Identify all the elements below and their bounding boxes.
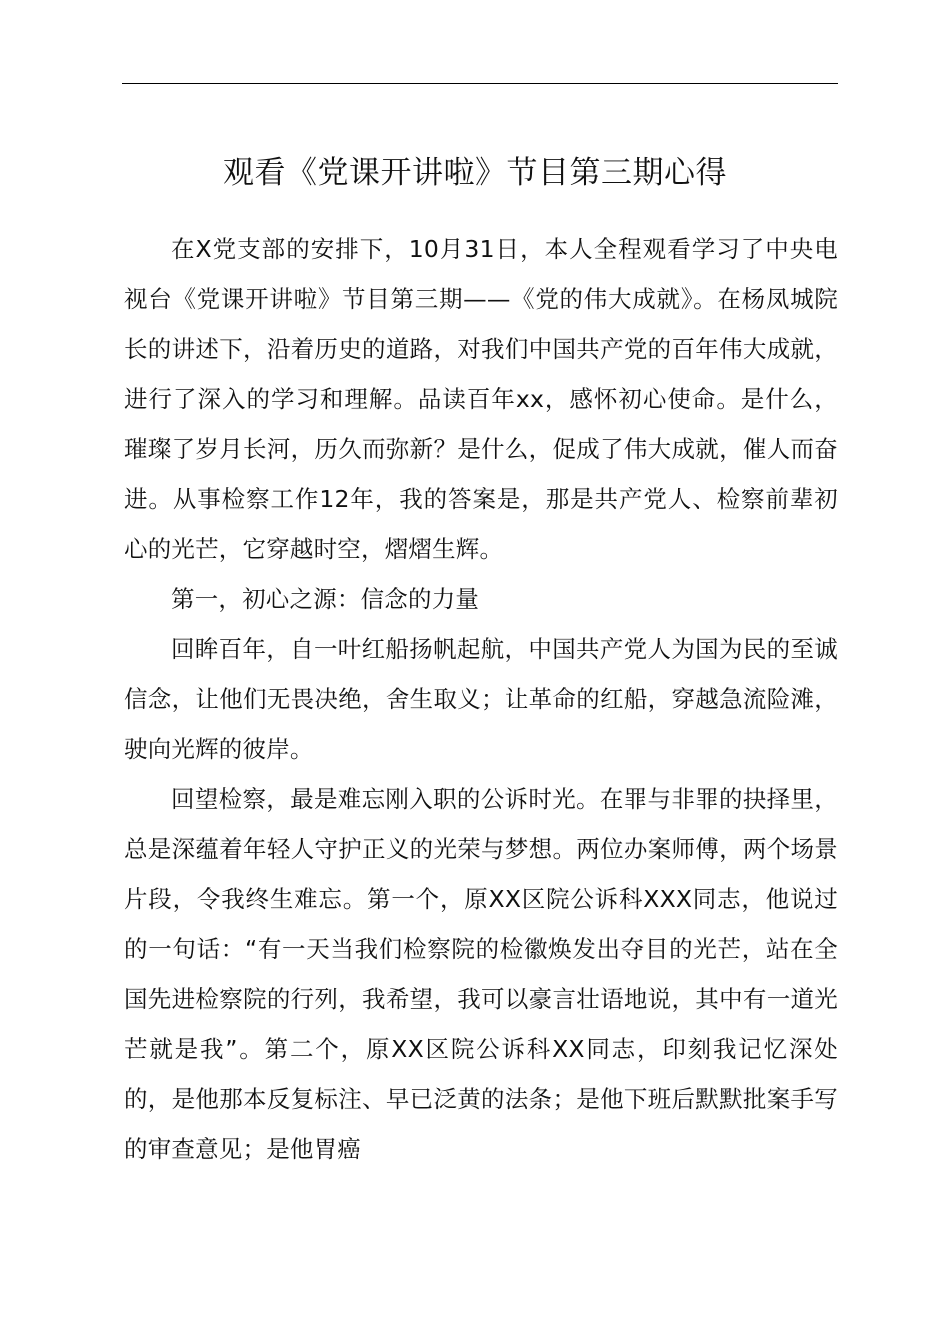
header-rule [122,83,838,84]
paragraph-red-boat: 回眸百年，自一叶红船扬帆起航，中国共产党人为国为民的至诚信念，让他们无畏决绝，舍生取义；让革命的红船，穿越急流险滩，驶向光辉的彼岸。 [124,635,838,763]
section-heading-1: 第一，初心之源：信念的力量 [171,585,480,613]
document-body [124,224,838,1174]
paragraph-intro: 在X党支部的安排下，10月31日，本人全程观看学习了中央电视台《党课开讲啦》节目第三期——《党的伟大成就》。在杨凤城院长的讲述下，沿着历史的道路，对我们中国共产党的百年伟大成就，进行了深入的学习和理解。品读百年xx，感怀初心使命。是什么，璀璨了岁月长河，历久而弥新？是什么，促成了伟大成就，催人而奋进。从事检察工作12年，我的答案是，那是共产党人、检察前辈初心的光芒，它穿越时空，熠熠生辉。 [124,235,838,563]
paragraph-procuratorate-memories: 回望检察，最是难忘刚入职的公诉时光。在罪与非罪的抉择里，总是深蕴着年轻人守护正义的光荣与梦想。两位办案师傅，两个场景片段，令我终生难忘。第一个，原XX区院公诉科XXX同志，他说过的一句话：“有一天当我们检察院的检徽焕发出夺目的光芒，站在全国先进检察院的行列，我希望，我可以豪言壮语地说，其中有一道光芒就是我”。第二个，原XX区院公诉科XX同志，印刻我记忆深处的，是他那本反复标注、早已泛黄的法条；是他下班后默默批案手写的审查意见；是他胃癌 [124,785,838,1163]
document-title: 观看《党课开讲啦》节目第三期心得 [223,155,727,191]
